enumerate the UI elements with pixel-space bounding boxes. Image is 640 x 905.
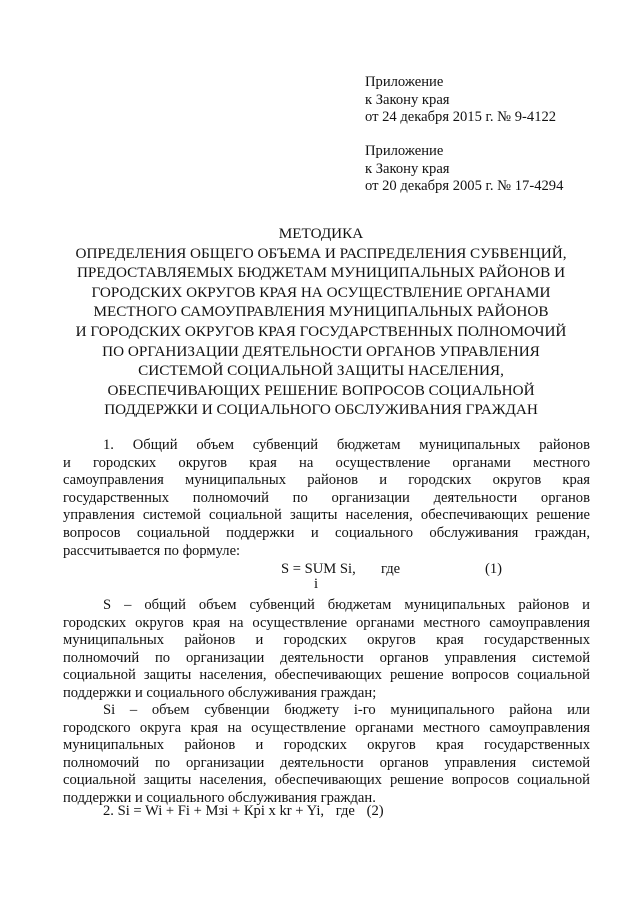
- text-line: S – общий объем субвенций бюджетам муниципальных районов и: [103, 597, 590, 613]
- text-line: государственных полномочий по организации деятельности органов: [63, 489, 590, 506]
- title-line: МЕСТНОГО САМОУПРАВЛЕНИЯ МУНИЦИПАЛЬНЫХ РАЙОНОВ: [93, 303, 549, 321]
- text-line: городских округов края на осуществление органами местного самоуправления: [63, 614, 590, 631]
- formula-expression: 2. Si = Wi + Fi + Мзi + Кpi x kr + Yi,: [103, 803, 325, 819]
- text-line: и городских округов края на осуществление органами местного: [63, 454, 590, 471]
- title-line: СИСТЕМОЙ СОЦИАЛЬНОЙ ЗАЩИТЫ НАСЕЛЕНИЯ,: [138, 362, 504, 380]
- text-line: социальной защиты населения, обеспечивающих решение вопросов социальной: [63, 772, 590, 789]
- formula-expression: S = SUM Si,: [281, 561, 356, 577]
- text-line: полномочий по организации деятельности органов управления системой: [63, 754, 590, 771]
- text-line: Si – объем субвенции бюджету i-го муниципального района или: [103, 702, 590, 718]
- document-title: [56, 224, 586, 420]
- title-line: ГОРОДСКИХ ОКРУГОВ КРАЯ НА ОСУЩЕСТВЛЕНИЕ ОРГАНАМИ: [91, 283, 551, 301]
- formula-where: где: [381, 561, 401, 577]
- text-line: муниципальных районов и городских округов края государственных: [63, 737, 590, 754]
- text-line: 1. Общий объем субвенций бюджетам муниципальных районов: [103, 437, 590, 453]
- formula-number: (1): [485, 561, 503, 577]
- annex-label: Приложение: [365, 74, 444, 90]
- title-line: ОБЕСПЕЧИВАЮЩИХ РЕШЕНИЕ ВОПРОСОВ СОЦИАЛЬНОЙ: [107, 381, 535, 399]
- title-line: ПО ОРГАНИЗАЦИИ ДЕЯТЕЛЬНОСТИ ОРГАНОВ УПРАВЛЕНИЯ: [102, 342, 540, 360]
- formula-number: (2): [366, 803, 384, 819]
- title-line: МЕТОДИКА: [278, 225, 364, 242]
- annex-label: Приложение: [365, 143, 444, 159]
- text-line: муниципальных районов и городских округов края государственных: [63, 632, 590, 649]
- annex-law-date: от 24 декабря 2015 г. № 9-4122: [365, 109, 557, 126]
- paragraph-3: [63, 702, 590, 808]
- annex-block-2005: [365, 143, 615, 196]
- title-line: ПОДДЕРЖКИ И СОЦИАЛЬНОГО ОБСЛУЖИВАНИЯ ГРАЖДАН: [104, 401, 538, 419]
- annex-law-date: от 20 декабря 2005 г. № 17-4294: [365, 178, 564, 195]
- text-line: полномочий по организации деятельности органов управления системой: [63, 649, 590, 666]
- formula-index: i: [314, 576, 319, 592]
- title-line: ПРЕДОСТАВЛЯЕМЫХ БЮДЖЕТАМ МУНИЦИПАЛЬНЫХ РАЙОНОВ И: [76, 264, 566, 282]
- text-line: управления системой социальной защиты населения, обеспечивающих решение: [63, 507, 590, 524]
- formula-2: [103, 803, 392, 821]
- text-line: вопросов социальной поддержки и социального обслуживания граждан,: [63, 524, 590, 541]
- text-line: городского округа края на осуществление органами местного самоуправления: [63, 719, 590, 736]
- formula-1: [63, 561, 590, 597]
- text-line: поддержки и социального обслуживания граждан;: [63, 684, 377, 701]
- text-line: рассчитывается по формуле:: [63, 542, 241, 559]
- text-line: самоуправления муниципальных районов и городских округов края: [63, 472, 590, 489]
- text-line: социальной защиты населения, обеспечивающих решение вопросов социальной: [63, 667, 590, 684]
- title-line: ОПРЕДЕЛЕНИЯ ОБЩЕГО ОБЪЕМА И РАСПРЕДЕЛЕНИЯ СУБВЕНЦИЙ,: [75, 244, 567, 262]
- paragraph-1: [63, 437, 590, 560]
- annex-law-ref: к Закону края: [365, 91, 450, 108]
- paragraph-2: [63, 597, 590, 703]
- text-line: поддержки и социального обслуживания граждан.: [63, 789, 376, 806]
- formula-where: где: [335, 803, 355, 819]
- annex-law-ref: к Закону края: [365, 160, 450, 177]
- title-line: И ГОРОДСКИХ ОКРУГОВ КРАЯ ГОСУДАРСТВЕННЫХ ПОЛНОМОЧИЙ: [75, 322, 567, 340]
- annex-block-2015: [365, 74, 615, 127]
